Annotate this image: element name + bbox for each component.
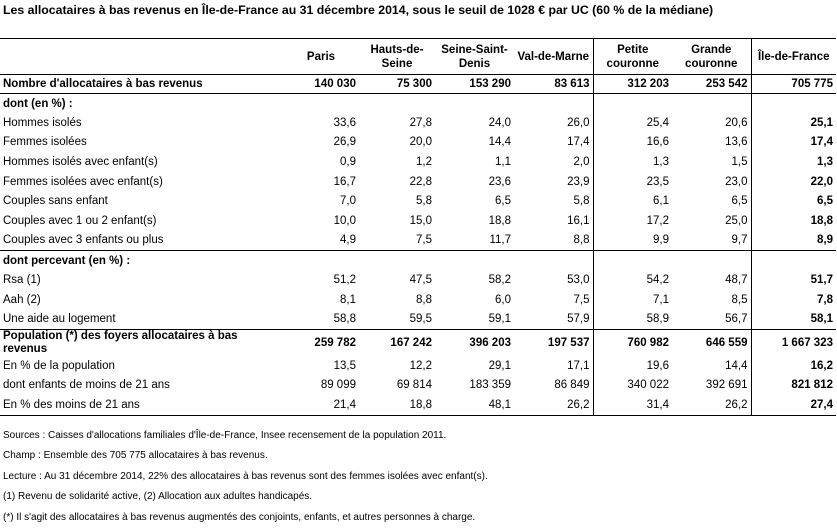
table-row (0, 231, 836, 251)
table-row (0, 329, 836, 356)
table-cell: 821 812 (751, 376, 836, 396)
table-cell: 26,2 (514, 395, 593, 415)
table-cell: 8,5 (731, 293, 748, 306)
table-cell: 31,4 (593, 395, 672, 415)
table-cell: 16,6 (593, 133, 672, 153)
table-cell: 13,5 (333, 359, 356, 372)
table-cell: 7,1 (593, 290, 672, 310)
table-cell (672, 251, 751, 271)
table-cell: 8,8 (573, 234, 590, 247)
table-cell: 6,1 (593, 191, 672, 211)
table-cell: 705 775 (751, 75, 836, 94)
table-cell: 22,8 (409, 175, 432, 188)
table-cell: 8,8 (416, 293, 432, 306)
table-row (0, 309, 836, 329)
table-cell: 27,4 (751, 395, 836, 415)
column-header: Grande couronne (672, 39, 751, 75)
row-label: Hommes isolés (3, 116, 82, 129)
statistics-table (0, 38, 836, 416)
table-row (0, 356, 836, 376)
table-cell: 1,3 (593, 152, 672, 172)
table-cell: 1,2 (416, 155, 432, 168)
table-cell: 5,8 (573, 195, 590, 208)
section-row (0, 251, 836, 271)
table-cell: 15,0 (409, 214, 432, 227)
table-cell: 51,7 (751, 270, 836, 290)
table-row (0, 191, 836, 211)
table-cell: 59,5 (409, 313, 432, 326)
table-cell: 58,1 (751, 309, 836, 329)
table-cell: 18,8 (751, 211, 836, 231)
table-cell: 22,0 (751, 172, 836, 192)
table-cell: 83 613 (514, 75, 593, 94)
table-title: Les allocataires à bas revenus en Île-de-France au 31 décembre 2014, sous le seuil de 1028 € par UC (60 % de la médiane) (3, 3, 714, 17)
table-cell: 6,5 (751, 191, 836, 211)
table-cell: 646 559 (672, 329, 751, 356)
table-cell (359, 94, 435, 114)
table-cell: 1,3 (751, 152, 836, 172)
table-cell: 21,4 (283, 395, 359, 415)
table-cell: 51,2 (333, 273, 356, 286)
table-row (0, 211, 836, 231)
table-cell: 197 537 (514, 329, 593, 356)
table-cell: 1 667 323 (751, 329, 836, 356)
table-cell: 16,1 (567, 214, 590, 227)
table-row (0, 270, 836, 290)
row-label: Hommes isolés avec enfant(s) (3, 155, 158, 168)
table-cell: 1,1 (495, 155, 511, 168)
table-cell (751, 94, 836, 114)
table-cell: 7,5 (573, 293, 590, 306)
table-cell (751, 251, 836, 271)
table-cell: 340 022 (593, 376, 672, 396)
table-cell: 48,1 (435, 395, 514, 415)
table-cell (359, 251, 435, 271)
table-cell: 18,8 (488, 214, 511, 227)
table-cell: 760 982 (593, 329, 672, 356)
table-row (0, 133, 836, 153)
table-cell: 58,2 (488, 273, 511, 286)
table-cell: 33,6 (333, 116, 356, 129)
row-label: Nombre d'allocataires à bas revenus (0, 75, 283, 94)
table-cell: 58,8 (333, 313, 356, 326)
table-cell: 6,0 (495, 293, 511, 306)
section-label: dont (en %) : (3, 97, 73, 110)
table-cell (514, 94, 593, 114)
header-corner (0, 39, 283, 75)
table-cell: 6,5 (495, 195, 511, 208)
row-label: En % des moins de 21 ans (0, 395, 283, 415)
table-cell: 259 782 (283, 329, 359, 356)
table-cell: 20,0 (409, 136, 432, 149)
table-cell: 57,9 (567, 313, 590, 326)
table-cell: 11,7 (489, 234, 511, 247)
table-cell: 167 242 (359, 329, 435, 356)
row-label: Rsa (1) (3, 273, 41, 286)
header-row (0, 39, 836, 75)
table-cell: 392 691 (705, 379, 748, 392)
table-cell: 23,0 (725, 175, 748, 188)
table-cell: 25,4 (593, 113, 672, 133)
table-cell: 56,7 (725, 313, 748, 326)
table-cell: 23,5 (593, 172, 672, 192)
footnote-reading: Lecture : Au 31 décembre 2014, 22% des allocataires à bas revenus sont des femmes isolées avec enfant(s). (3, 470, 488, 482)
row-label: Couples avec 1 ou 2 enfant(s) (3, 214, 157, 227)
table-cell: 25,1 (751, 113, 836, 133)
table-cell: 13,6 (725, 136, 748, 149)
table-cell (593, 251, 672, 271)
table-cell: 89 099 (320, 379, 356, 392)
table-row (0, 290, 836, 310)
row-label: dont enfants de moins de 21 ans (3, 379, 170, 392)
table-cell: 75 300 (359, 75, 435, 94)
table-cell: 2,0 (573, 155, 590, 168)
table-cell: 253 542 (672, 75, 751, 94)
table-cell: 20,6 (725, 116, 748, 129)
table-cell (672, 94, 751, 114)
table-cell: 16,2 (751, 356, 836, 376)
table-cell: 58,9 (593, 309, 672, 329)
table-cell: 17,2 (593, 211, 672, 231)
section-label: dont percevant (en %) : (0, 251, 283, 271)
column-header: Seine-Saint-Denis (435, 39, 514, 75)
table-cell: 17,4 (751, 133, 836, 153)
table-cell: 0,9 (340, 155, 356, 168)
column-header: Paris (283, 39, 359, 75)
table-cell (514, 251, 593, 271)
table-cell: 10,0 (333, 214, 356, 227)
table-cell (283, 251, 359, 271)
table-cell: 19,6 (593, 356, 672, 376)
table-row (0, 395, 836, 415)
footnote-population: (*) Il s'agit des allocataires à bas revenus augmentés des conjoints, enfants, et autres personnes à charge. (3, 511, 476, 523)
table-cell: 5,8 (416, 195, 432, 208)
table-cell: 7,0 (340, 195, 356, 208)
table-cell: 16,7 (333, 175, 356, 188)
table-cell: 12,2 (409, 359, 432, 372)
table-row (0, 172, 836, 192)
table-cell: 26,0 (567, 116, 590, 129)
row-label: Couples avec 3 enfants ou plus (3, 234, 164, 247)
column-header: Val-de-Marne (514, 39, 593, 75)
row-label: Une aide au logement (3, 313, 116, 326)
table-cell: 23,6 (488, 175, 511, 188)
table-cell: 312 203 (593, 75, 672, 94)
table-cell: 8,1 (340, 293, 356, 306)
table-cell: 7,5 (416, 234, 432, 247)
row-label: Population (*) des foyers allocataires à bas revenus (0, 329, 283, 356)
table-row (0, 75, 836, 94)
table-cell (593, 94, 672, 114)
table-cell: 1,5 (731, 155, 748, 168)
table-cell: 26,9 (333, 136, 356, 149)
table-cell: 17,1 (567, 359, 590, 372)
section-row (0, 94, 836, 114)
table-cell: 183 359 (469, 379, 511, 392)
table-cell: 54,2 (593, 270, 672, 290)
table-cell: 9,9 (593, 231, 672, 251)
table-cell (435, 94, 514, 114)
row-label: En % de la population (3, 359, 115, 372)
table-cell: 25,0 (725, 214, 748, 227)
table-row (0, 152, 836, 172)
row-label: Couples sans enfant (3, 195, 108, 208)
table-cell: 69 814 (396, 379, 432, 392)
row-label: Femmes isolées avec enfant(s) (3, 175, 163, 188)
table-cell: 153 290 (435, 75, 514, 94)
table-cell: 24,0 (488, 116, 511, 129)
table-cell: 9,7 (731, 234, 748, 247)
column-header: Île-de-France (751, 39, 836, 75)
table-cell: 6,5 (731, 195, 748, 208)
column-header: Hauts-de-Seine (359, 39, 435, 75)
table-cell (283, 94, 359, 114)
table-cell: 86 849 (554, 379, 590, 392)
table-cell: 4,9 (340, 234, 356, 247)
footnote-abbreviations: (1) Revenu de solidarité active, (2) Allocation aux adultes handicapés. (3, 491, 313, 503)
table-cell: 17,4 (567, 136, 590, 149)
table-cell: 8,9 (751, 231, 836, 251)
table-cell: 23,9 (567, 175, 590, 188)
table-cell: 53,0 (567, 273, 590, 286)
table-cell (435, 251, 514, 271)
table-row (0, 376, 836, 396)
table-cell: 26,2 (672, 395, 751, 415)
table-cell: 396 203 (435, 329, 514, 356)
table-cell: 48,7 (725, 273, 748, 286)
table-cell: 140 030 (283, 75, 359, 94)
table-cell: 47,5 (409, 273, 432, 286)
footnote-scope: Champ : Ensemble des 705 775 allocataires à bas revenus. (3, 450, 268, 462)
row-label: Femmes isolées (3, 136, 87, 149)
table-cell: 29,1 (488, 359, 511, 372)
table-cell: 14,4 (725, 359, 748, 372)
footnote-sources: Sources : Caisses d'allocations familiales d'Île-de-France, Insee recensement de la population 2011. (3, 430, 447, 441)
table-cell: 27,8 (409, 116, 432, 129)
table-cell: 18,8 (359, 395, 435, 415)
table-cell: 7,8 (751, 290, 836, 310)
row-label: Aah (2) (3, 293, 41, 306)
column-header: Petite couronne (593, 39, 672, 75)
footnotes (3, 426, 833, 528)
table-row (0, 113, 836, 133)
table-cell: 59,1 (488, 313, 511, 326)
table-cell: 14,4 (488, 136, 511, 149)
